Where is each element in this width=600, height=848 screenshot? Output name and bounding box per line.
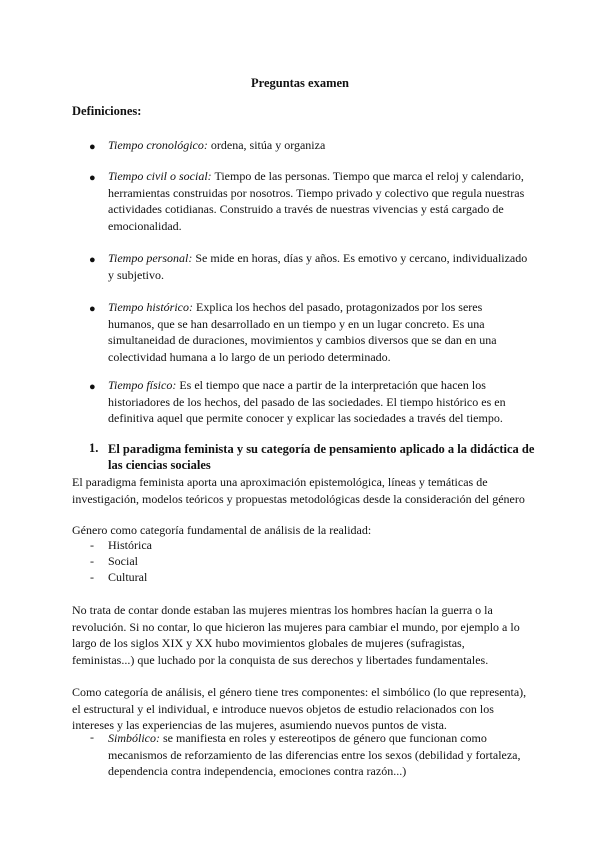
section-intro: El paradigma feminista aporta una aproximación epistemológica, líneas y temáticas de investigación, modelos teóricos y propuestas metodológicas desde la consideración del género: [72, 475, 525, 506]
dash-icon: -: [90, 538, 94, 552]
category-item: Social: [108, 554, 138, 568]
definition-text: Explica los hechos del pasado, protagonizados por los seres humanos, que se han desarrollado en un tiempo y en un lugar concreto. Es una simultaneidad de duraciones, movimientos y cambios diversos que se dan en una colectividad humana a lo largo de un periodo determinado.: [108, 300, 497, 364]
definition-item: [108, 250, 528, 283]
category-item: Histórica: [108, 538, 152, 552]
dash-icon: -: [90, 570, 94, 584]
dash-icon: -: [90, 554, 94, 568]
simbolico-item: [108, 730, 538, 780]
section-title: El paradigma feminista y su categoría de pensamiento aplicado a la didáctica de las ciencias sociales: [108, 442, 535, 472]
bullet-icon: ●: [89, 381, 96, 393]
definition-item: [108, 168, 528, 234]
simbolico-term: Simbólico:: [108, 731, 160, 745]
definition-term: Tiempo físico:: [108, 378, 177, 392]
definition-text: Tiempo de las personas. Tiempo que marca el reloj y calendario, herramientas construidas por nosotros. Tiempo privado y colectivo que regula nuestras actividades cotidianas. Construido a través de nuestras vivencias y está cargado de emocionalidad.: [108, 169, 525, 233]
category-item: Cultural: [108, 570, 148, 584]
paragraph: Como categoría de análisis, el género tiene tres componentes: el simbólico (lo que representa), el estructural y el individual, e introduce nuevos objetos de estudio relacionados con los intereses y las experiencias de las mujeres, asumiendo nuevos puntos de vista.: [72, 685, 527, 732]
bullet-icon: ●: [89, 254, 96, 266]
bullet-icon: ●: [89, 172, 96, 184]
section-number: 1.: [89, 441, 99, 455]
definition-text: Es el tiempo que nace a partir de la interpretación que hacen los historiadores de los hechos, del pasado de las sociedades. El tiempo histórico es en definitiva aquel que permite conocer y explicar las sociedades a través del tiempo.: [108, 378, 506, 425]
simbolico-text: se manifiesta en roles y estereotipos de género que funcionan como mecanismos de reforzamiento de las diferencias entre los sexos (debilidad y fortaleza, dependencia contra independencia, emociones contra razón...): [108, 731, 521, 778]
definition-term: Tiempo histórico:: [108, 300, 194, 314]
definition-item: [108, 299, 528, 365]
bullet-icon: ●: [89, 141, 96, 153]
definition-term: Tiempo cronológico:: [108, 138, 208, 152]
definitions-heading: Definiciones:: [72, 104, 142, 118]
definition-item: [108, 137, 528, 154]
definition-term: Tiempo civil o social:: [108, 169, 212, 183]
definition-text: Se mide en horas, días y años. Es emotivo y cercano, individualizado y subjetivo.: [108, 251, 528, 282]
dash-icon: -: [90, 730, 94, 744]
definition-text: ordena, sitúa y organiza: [207, 138, 326, 152]
definition-term: Tiempo personal:: [108, 251, 193, 265]
paragraph: No trata de contar donde estaban las mujeres mientras los hombres hacían la guerra o la revolución. Si no contar, lo que hicieron las mujeres para cambiar el mundo, por ejemplo a lo largo de los siglos XIX y XX hubo movimientos globales de mujeres (sufragistas, feministas...) que luchado por la conquista de sus derechos y libertades fundamentales.: [72, 603, 520, 667]
bullet-icon: ●: [89, 303, 96, 315]
document-title: Preguntas examen: [250, 76, 350, 90]
definition-item: [108, 377, 528, 427]
genero-line: Género como categoría fundamental de análisis de la realidad:: [72, 523, 372, 537]
